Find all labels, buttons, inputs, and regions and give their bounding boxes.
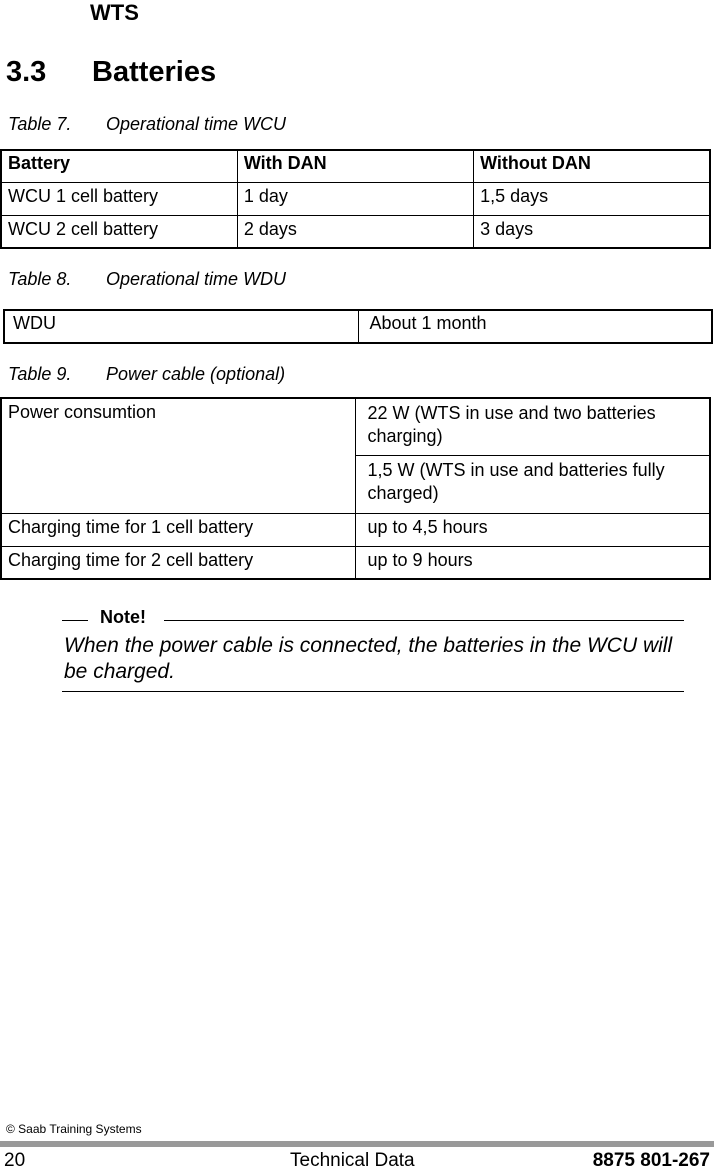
- note-rule-left: [62, 620, 88, 621]
- table9-caption: [8, 364, 285, 385]
- table9-cell: up to 9 hours: [355, 546, 710, 579]
- table-row: [1, 398, 710, 455]
- table9-power-value: 1,5 W (WTS in use and batteries fully charged): [355, 455, 710, 513]
- section-heading: [6, 56, 216, 89]
- table-row: [1, 182, 710, 215]
- table7-cell: 1 day: [237, 182, 473, 215]
- table-row: [1, 215, 710, 248]
- table8-label: Table 8.: [8, 269, 72, 289]
- table8-caption-text: Operational time WDU: [106, 269, 287, 289]
- table8-cell: WDU: [4, 310, 359, 343]
- table7-cell: WCU 1 cell battery: [1, 182, 237, 215]
- footer-bar: [0, 1141, 714, 1147]
- table9: [0, 397, 711, 580]
- table8: [3, 309, 713, 344]
- page-number: 20: [4, 1150, 26, 1171]
- table9-label: Table 9.: [8, 364, 72, 384]
- table9-cell: Charging time for 1 cell battery: [1, 513, 355, 546]
- table7-header-cell: With DAN: [237, 150, 473, 182]
- copyright: © Saab Training Systems: [6, 1122, 142, 1136]
- table7-label: Table 7.: [8, 114, 72, 134]
- table7-header-cell: Battery: [1, 150, 237, 182]
- note-title: Note!: [100, 607, 146, 627]
- table9-caption-text: Power cable (optional): [106, 364, 286, 384]
- table7-cell: 3 days: [474, 215, 710, 248]
- table7-caption-text: Operational time WCU: [106, 114, 287, 134]
- table9-cell: Charging time for 2 cell battery: [1, 546, 355, 579]
- table9-cell: up to 4,5 hours: [355, 513, 710, 546]
- table8-caption: [8, 269, 286, 290]
- document-number: 8875 801-267: [592, 1150, 710, 1171]
- note-rule-bottom: [62, 691, 684, 692]
- table7: [0, 149, 711, 249]
- section-number: 3.3: [6, 56, 47, 88]
- note-rule-right: [164, 620, 684, 621]
- section-title: Batteries: [92, 56, 217, 88]
- table7-caption: [8, 114, 286, 135]
- table7-header-cell: Without DAN: [474, 150, 710, 182]
- table9-power-label: Power consumtion: [1, 398, 355, 513]
- table-row: [1, 513, 710, 546]
- table7-header-row: [1, 150, 710, 182]
- table8-cell: About 1 month: [359, 310, 712, 343]
- note-text: When the power cable is connected, the batteries in the WCU will be charged.: [64, 634, 673, 683]
- table7-cell: 2 days: [237, 215, 473, 248]
- table-row: [4, 310, 712, 343]
- table7-cell: 1,5 days: [474, 182, 710, 215]
- header-title: WTS: [90, 0, 139, 25]
- table-row: [1, 546, 710, 579]
- table9-power-value: 22 W (WTS in use and two batteries charging): [355, 398, 710, 455]
- table7-cell: WCU 2 cell battery: [1, 215, 237, 248]
- footer-title: Technical Data: [290, 1150, 415, 1171]
